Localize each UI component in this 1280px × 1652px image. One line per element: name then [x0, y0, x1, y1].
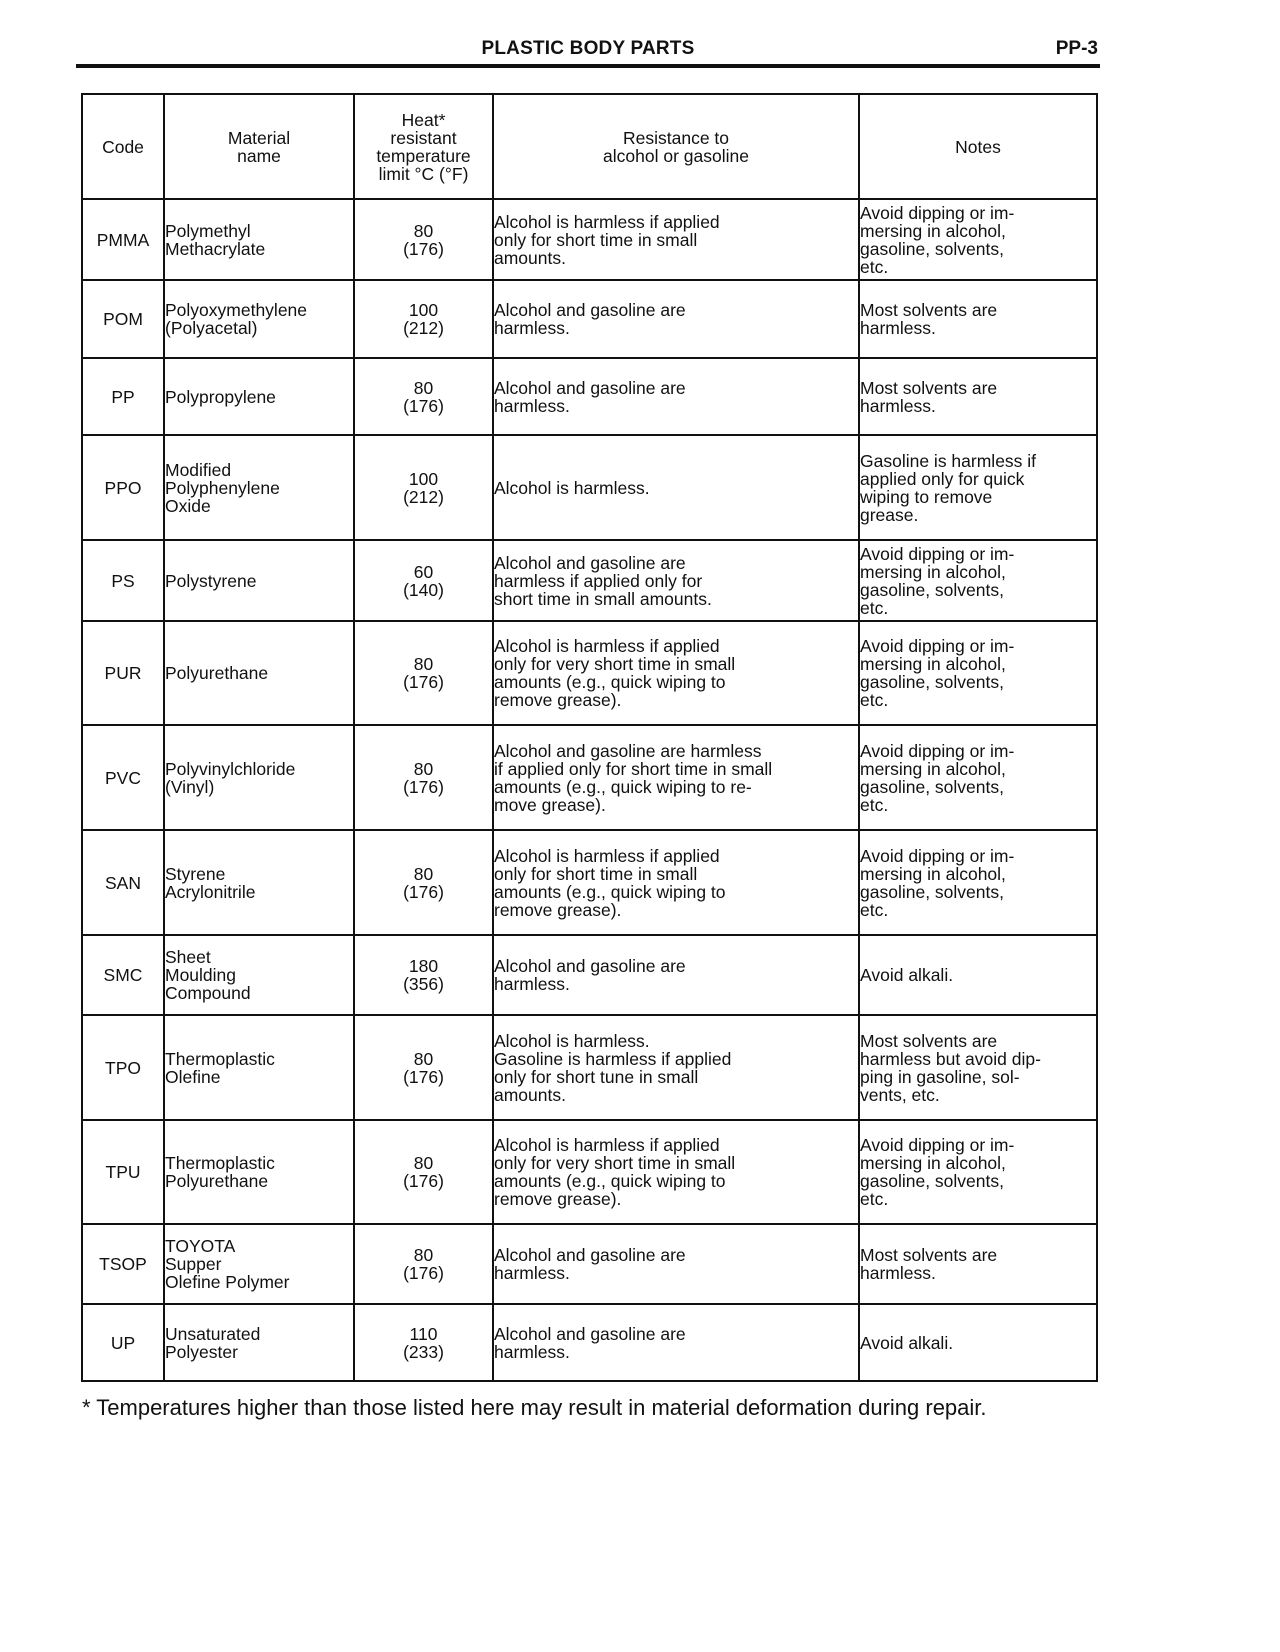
cell-material-name: Modified Polyphenylene Oxide	[164, 435, 354, 540]
column-header-notes: Notes	[859, 94, 1097, 199]
plastic-materials-table	[81, 93, 1098, 1382]
cell-resistance: Alcohol is harmless if applied only for short time in small amounts (e.g., quick wiping to remove grease).	[493, 830, 859, 935]
table-row	[82, 1015, 1097, 1120]
cell-resistance: Alcohol and gasoline are harmless if applied only for short time in small amounts (e.g., quick wiping to re- move grease).	[493, 725, 859, 830]
table-row	[82, 935, 1097, 1015]
cell-heat-limit: 80 (176)	[354, 1120, 493, 1224]
cell-notes: Avoid dipping or im- mersing in alcohol, gasoline, solvents, etc.	[859, 199, 1097, 280]
cell-resistance: Alcohol is harmless if applied only for very short time in small amounts (e.g., quick wiping to remove grease).	[493, 1120, 859, 1224]
page-title: PLASTIC BODY PARTS	[481, 38, 695, 59]
cell-material-name: TOYOTA Supper Olefine Polymer	[164, 1224, 354, 1304]
cell-resistance: Alcohol and gasoline are harmless.	[493, 935, 859, 1015]
cell-notes: Avoid alkali.	[859, 935, 1097, 1015]
cell-notes: Avoid dipping or im- mersing in alcohol, gasoline, solvents, etc.	[859, 621, 1097, 725]
column-header-code: Code	[82, 94, 164, 199]
table-row	[82, 830, 1097, 935]
table-row	[82, 1304, 1097, 1381]
cell-heat-limit: 80 (176)	[354, 1224, 493, 1304]
cell-code: PUR	[82, 621, 164, 725]
column-header-resistance: Resistance to alcohol or gasoline	[493, 94, 859, 199]
cell-heat-limit: 80 (176)	[354, 621, 493, 725]
cell-resistance: Alcohol and gasoline are harmless.	[493, 1224, 859, 1304]
cell-code: PP	[82, 358, 164, 435]
table-header-row	[82, 94, 1097, 199]
cell-resistance: Alcohol and gasoline are harmless if applied only for short time in small amounts.	[493, 540, 859, 621]
cell-material-name: Polyurethane	[164, 621, 354, 725]
table-row	[82, 358, 1097, 435]
page-number: PP-3	[1055, 38, 1098, 59]
cell-heat-limit: 80 (176)	[354, 1015, 493, 1120]
cell-material-name: Unsaturated Polyester	[164, 1304, 354, 1381]
cell-resistance: Alcohol and gasoline are harmless.	[493, 280, 859, 358]
cell-heat-limit: 80 (176)	[354, 199, 493, 280]
cell-resistance: Alcohol is harmless. Gasoline is harmless if applied only for short tune in small amounts.	[493, 1015, 859, 1120]
cell-resistance: Alcohol is harmless if applied only for very short time in small amounts (e.g., quick wiping to remove grease).	[493, 621, 859, 725]
cell-notes: Most solvents are harmless but avoid dip- ping in gasoline, sol- vents, etc.	[859, 1015, 1097, 1120]
column-header-heat-limit: Heat* resistant temperature limit °C (°F)	[354, 94, 493, 199]
cell-code: TPO	[82, 1015, 164, 1120]
cell-material-name: Sheet Moulding Compound	[164, 935, 354, 1015]
cell-material-name: Thermoplastic Olefine	[164, 1015, 354, 1120]
cell-material-name: Polyvinylchloride (Vinyl)	[164, 725, 354, 830]
cell-code: TSOP	[82, 1224, 164, 1304]
cell-notes: Avoid dipping or im- mersing in alcohol, gasoline, solvents, etc.	[859, 1120, 1097, 1224]
table-row	[82, 435, 1097, 540]
header-divider	[76, 64, 1100, 68]
cell-material-name: Polymethyl Methacrylate	[164, 199, 354, 280]
cell-resistance: Alcohol and gasoline are harmless.	[493, 358, 859, 435]
table-row	[82, 280, 1097, 358]
cell-heat-limit: 110 (233)	[354, 1304, 493, 1381]
cell-material-name: Styrene Acrylonitrile	[164, 830, 354, 935]
table-body	[82, 199, 1097, 1381]
cell-notes: Gasoline is harmless if applied only for quick wiping to remove grease.	[859, 435, 1097, 540]
table-row	[82, 1120, 1097, 1224]
cell-code: PVC	[82, 725, 164, 830]
cell-material-name: Thermoplastic Polyurethane	[164, 1120, 354, 1224]
cell-code: POM	[82, 280, 164, 358]
cell-notes: Most solvents are harmless.	[859, 1224, 1097, 1304]
table-row	[82, 621, 1097, 725]
cell-material-name: Polystyrene	[164, 540, 354, 621]
table-row	[82, 199, 1097, 280]
cell-code: TPU	[82, 1120, 164, 1224]
column-header-material-name: Material name	[164, 94, 354, 199]
footnote: * Temperatures higher than those listed here may result in material deformation during repair.	[82, 1395, 987, 1420]
cell-heat-limit: 100 (212)	[354, 435, 493, 540]
cell-code: PS	[82, 540, 164, 621]
cell-notes: Avoid dipping or im- mersing in alcohol, gasoline, solvents, etc.	[859, 540, 1097, 621]
cell-notes: Avoid dipping or im- mersing in alcohol, gasoline, solvents, etc.	[859, 725, 1097, 830]
cell-material-name: Polypropylene	[164, 358, 354, 435]
cell-code: UP	[82, 1304, 164, 1381]
cell-heat-limit: 180 (356)	[354, 935, 493, 1015]
table-row	[82, 725, 1097, 830]
cell-resistance: Alcohol is harmless if applied only for short time in small amounts.	[493, 199, 859, 280]
cell-heat-limit: 100 (212)	[354, 280, 493, 358]
cell-notes: Avoid alkali.	[859, 1304, 1097, 1381]
cell-code: PMMA	[82, 199, 164, 280]
cell-notes: Avoid dipping or im- mersing in alcohol, gasoline, solvents, etc.	[859, 830, 1097, 935]
cell-heat-limit: 80 (176)	[354, 830, 493, 935]
page-header	[76, 36, 1100, 66]
cell-notes: Most solvents are harmless.	[859, 280, 1097, 358]
cell-code: PPO	[82, 435, 164, 540]
cell-material-name: Polyoxymethylene (Polyacetal)	[164, 280, 354, 358]
cell-notes: Most solvents are harmless.	[859, 358, 1097, 435]
cell-resistance: Alcohol is harmless.	[493, 435, 859, 540]
cell-code: SMC	[82, 935, 164, 1015]
table-row	[82, 540, 1097, 621]
cell-code: SAN	[82, 830, 164, 935]
cell-heat-limit: 60 (140)	[354, 540, 493, 621]
table-row	[82, 1224, 1097, 1304]
cell-heat-limit: 80 (176)	[354, 358, 493, 435]
cell-heat-limit: 80 (176)	[354, 725, 493, 830]
cell-resistance: Alcohol and gasoline are harmless.	[493, 1304, 859, 1381]
